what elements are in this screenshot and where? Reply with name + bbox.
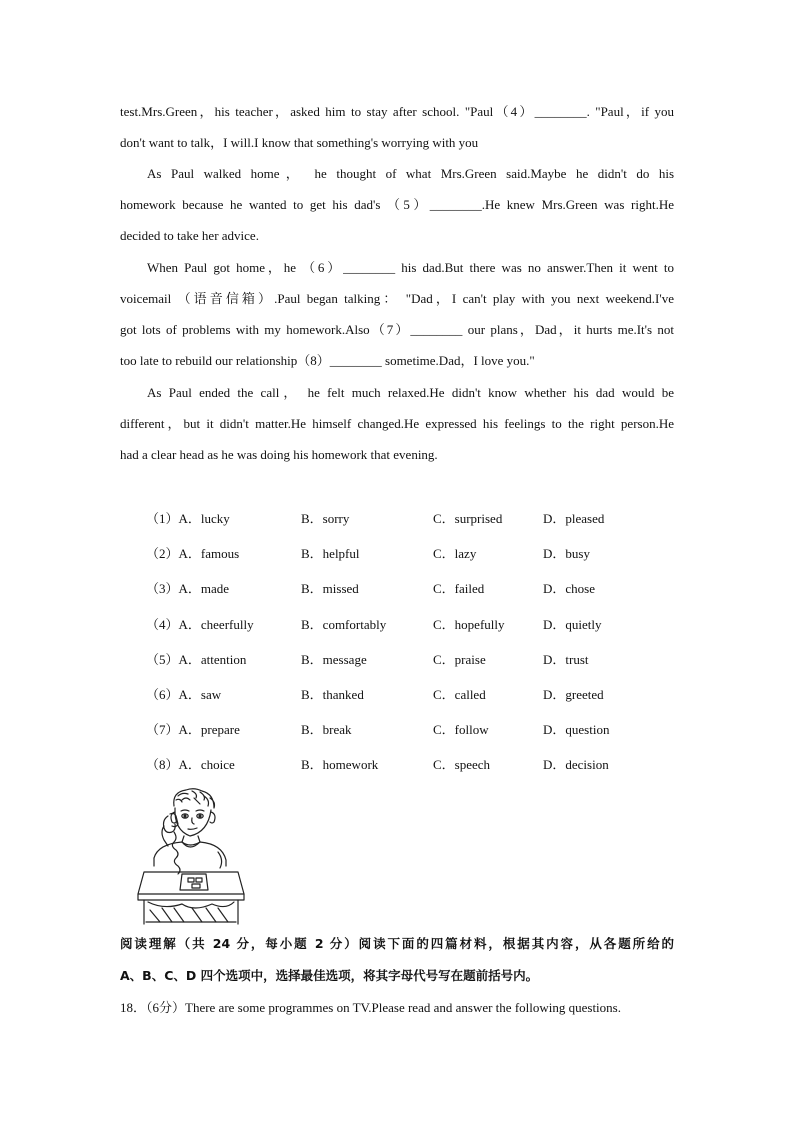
option-c: C．surprised bbox=[433, 511, 503, 526]
option-row bbox=[146, 508, 646, 543]
option-b: B．comfortably bbox=[301, 616, 387, 632]
option-c: C．praise bbox=[433, 651, 486, 667]
option-c: C．lazy bbox=[433, 546, 477, 562]
option-a: （4）A．cheerfully bbox=[146, 616, 254, 632]
option-row bbox=[146, 719, 646, 754]
option-b: B．thanked bbox=[301, 686, 364, 702]
passage-line-1: test.Mrs.Green，his teacher，asked him to stay after school. "Paul（4）________. "Paul，if you bbox=[120, 104, 674, 119]
section-heading-line-1: 阅读理解（共 24 分，每小题 2 分）阅读下面的四篇材料，根据其内容，从各题所给的 bbox=[120, 936, 674, 951]
passage-line-6: When Paul got home，he （6）________ his dad.But there was no answer.Then it went to bbox=[147, 260, 674, 275]
passage-line-2: don't want to talk，I will.I know that something's worrying with you bbox=[120, 135, 479, 150]
passage-line-11: different，but it didn't matter.He himself changed.He expressed his feelings to the right person.He bbox=[120, 416, 674, 431]
option-a: （8）A．choice bbox=[146, 757, 235, 773]
option-d: D．trust bbox=[543, 651, 589, 667]
option-d: D．quietly bbox=[543, 616, 602, 632]
passage-line-10: As Paul ended the call， he felt much relaxed.He didn't know whether his dad would be bbox=[147, 385, 674, 400]
option-b: B．message bbox=[301, 651, 367, 667]
option-a: （7）A．prepare bbox=[146, 722, 240, 738]
option-b: B．break bbox=[301, 722, 352, 738]
passage-line-4: homework because he wanted to get his dad's （5）________.He knew Mrs.Green was right.He bbox=[120, 197, 674, 212]
option-a: （2）A．famous bbox=[146, 546, 240, 562]
option-row bbox=[146, 649, 646, 684]
passage-line-8: got lots of problems with my homework.Also（7）________ our plans，Dad，it hurts me.It's not bbox=[120, 322, 674, 337]
option-d: D．chose bbox=[543, 581, 595, 597]
option-d: D．pleased bbox=[543, 511, 605, 526]
option-c: C．called bbox=[433, 686, 486, 702]
option-c: C．failed bbox=[433, 581, 485, 597]
option-c: C．speech bbox=[433, 757, 491, 773]
question-18: 18．（6分）There are some programmes on TV.Please read and answer the following questions. bbox=[120, 1000, 621, 1015]
option-d: D．greeted bbox=[543, 686, 604, 702]
option-row bbox=[146, 543, 646, 578]
option-b: B．missed bbox=[301, 581, 359, 597]
option-c: C．hopefully bbox=[433, 616, 505, 632]
option-a: （1）A．lucky bbox=[146, 511, 230, 526]
option-d: D．question bbox=[543, 722, 610, 738]
answer-options bbox=[146, 508, 646, 790]
boy-on-phone-illustration bbox=[134, 786, 246, 928]
option-row bbox=[146, 614, 646, 649]
option-c: C．follow bbox=[433, 722, 489, 738]
option-d: D．decision bbox=[543, 757, 609, 773]
option-a: （5）A．attention bbox=[146, 651, 247, 667]
option-d: D．busy bbox=[543, 546, 590, 562]
option-a: （6）A．saw bbox=[146, 686, 222, 702]
option-b: B．sorry bbox=[301, 511, 350, 526]
option-row bbox=[146, 684, 646, 719]
section-heading-line-2: A、B、C、D 四个选项中，选择最佳选项，将其字母代号写在题前括号内。 bbox=[120, 968, 539, 983]
option-row bbox=[146, 578, 646, 613]
option-a: （3）A．made bbox=[146, 581, 230, 597]
boy-on-phone-icon bbox=[134, 786, 246, 928]
option-b: B．helpful bbox=[301, 546, 360, 562]
passage-line-7: voicemail （语音信箱）.Paul began talking： "Dad，I can't play with you next weekend.I've bbox=[120, 291, 674, 306]
option-b: B．homework bbox=[301, 757, 379, 773]
passage-line-9: too late to rebuild our relationship（8）________ sometime.Dad，I love you." bbox=[120, 353, 535, 368]
passage-line-3: As Paul walked home， he thought of what Mrs.Green said.Maybe he didn't do his bbox=[147, 166, 674, 181]
passage-line-12: had a clear head as he was doing his homework that evening. bbox=[120, 447, 438, 462]
option-row bbox=[146, 754, 646, 789]
passage-line-5: decided to take her advice. bbox=[120, 228, 259, 243]
